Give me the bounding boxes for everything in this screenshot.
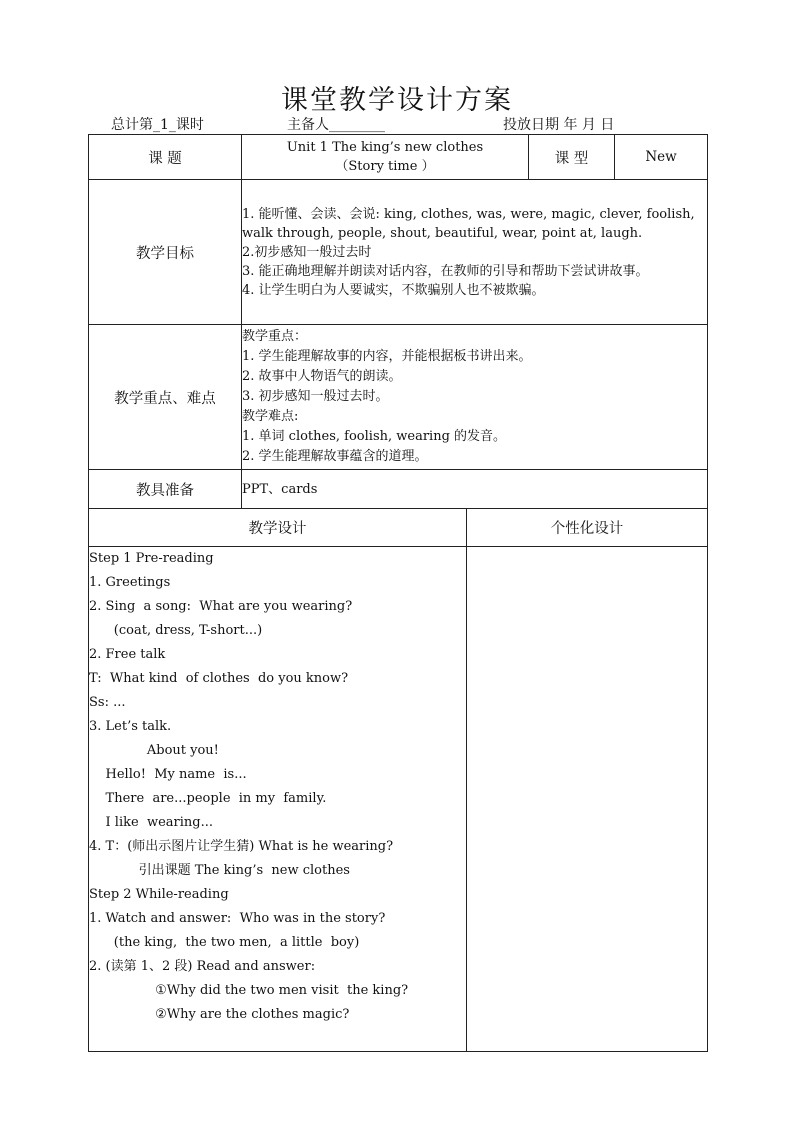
- objective-3: 3. 能正确地理解并朗读对话内容，在教师的引导和帮助下尝试讲故事。: [242, 263, 649, 279]
- focus-content: [242, 325, 708, 470]
- prep-row: [89, 470, 708, 509]
- design-line: 2. (读第 1、2 段) Read and answer:: [89, 959, 316, 974]
- topic-row: [89, 135, 708, 180]
- design-line: 2. Free talk: [89, 647, 166, 662]
- document-title: 课堂教学设计方案: [281, 85, 513, 116]
- focus-line: 3. 初步感知一般过去时。: [242, 389, 389, 404]
- focus-line: 1. 学生能理解故事的内容，并能根据板书讲出来。: [242, 349, 532, 364]
- design-content: [89, 547, 467, 1052]
- design-line: 4. T：(师出示图片让学生猜) What is he wearing?: [89, 839, 394, 854]
- focus-row: [89, 325, 708, 470]
- objective-1: 1. 能听懂、会读、会说: king, clothes, was, were, magic, clever, foolish, walk through, people, shout, beautiful, wear, point at, laugh.: [242, 206, 695, 241]
- release-date: 投放日期 年 月 日: [503, 117, 615, 133]
- focus-line: 教学难点:: [242, 409, 299, 424]
- info-table: [88, 134, 708, 509]
- topic-value: [242, 135, 529, 180]
- objectives-label: 教学目标: [89, 180, 242, 325]
- design-line: There are...people in my family.: [89, 791, 327, 806]
- prep-label: 教具准备: [89, 470, 242, 509]
- focus-line: 1. 单词 clothes, foolish, wearing 的发音。: [242, 429, 507, 444]
- design-line: ①Why did the two men visit the king?: [89, 983, 409, 998]
- design-line: 1. Greetings: [89, 575, 171, 590]
- design-line: T: What kind of clothes do you know?: [89, 671, 349, 686]
- lesson-count: 总计第_1_课时: [111, 117, 204, 133]
- objectives-content: [242, 180, 708, 325]
- design-line: Ss: ...: [89, 695, 126, 710]
- focus-line: 教学重点：: [242, 329, 308, 344]
- focus-line: 2. 故事中人物语气的朗读。: [242, 369, 402, 384]
- personalized-header: 个性化设计: [467, 509, 708, 547]
- personalized-content: [467, 547, 708, 1052]
- design-header-row: [89, 509, 708, 547]
- design-line: Step 2 While-reading: [89, 887, 229, 902]
- design-line: Hello! My name is...: [89, 767, 247, 782]
- preparer: 主备人________: [287, 117, 385, 133]
- objective-4: 4. 让学生明白为人要诚实，不欺骗别人也不被欺骗。: [242, 282, 545, 298]
- design-table: [88, 508, 708, 1052]
- design-line: Step 1 Pre-reading: [89, 551, 214, 566]
- design-line: 引出课题 The king’s new clothes: [89, 863, 350, 878]
- objectives-row: [89, 180, 708, 325]
- design-line: (the king, the two men, a little boy): [89, 935, 360, 950]
- design-line: I like wearing...: [89, 815, 213, 830]
- design-line: 3. Let’s talk.: [89, 719, 172, 734]
- design-header: 教学设计: [89, 509, 467, 547]
- design-body-row: [89, 547, 708, 1052]
- design-line: 2. Sing a song: What are you wearing?: [89, 599, 353, 614]
- design-line: About you!: [89, 743, 219, 758]
- topic-label: 课 题: [89, 135, 242, 180]
- type-label: 课 型: [529, 135, 615, 180]
- design-line: ②Why are the clothes magic?: [89, 1007, 350, 1022]
- topic-line-2: （Story time ）: [335, 159, 435, 174]
- design-line: (coat, dress, T-short...): [89, 623, 263, 638]
- prep-value: PPT、cards: [242, 470, 708, 509]
- type-value: New: [615, 135, 708, 180]
- topic-line-1: Unit 1 The king’s new clothes: [286, 140, 484, 155]
- objective-2: 2.初步感知一般过去时: [242, 244, 372, 260]
- focus-line: 2. 学生能理解故事蕴含的道理。: [242, 449, 428, 464]
- design-line: 1. Watch and answer: Who was in the story?: [89, 911, 386, 926]
- focus-label: 教学重点、难点: [89, 325, 242, 470]
